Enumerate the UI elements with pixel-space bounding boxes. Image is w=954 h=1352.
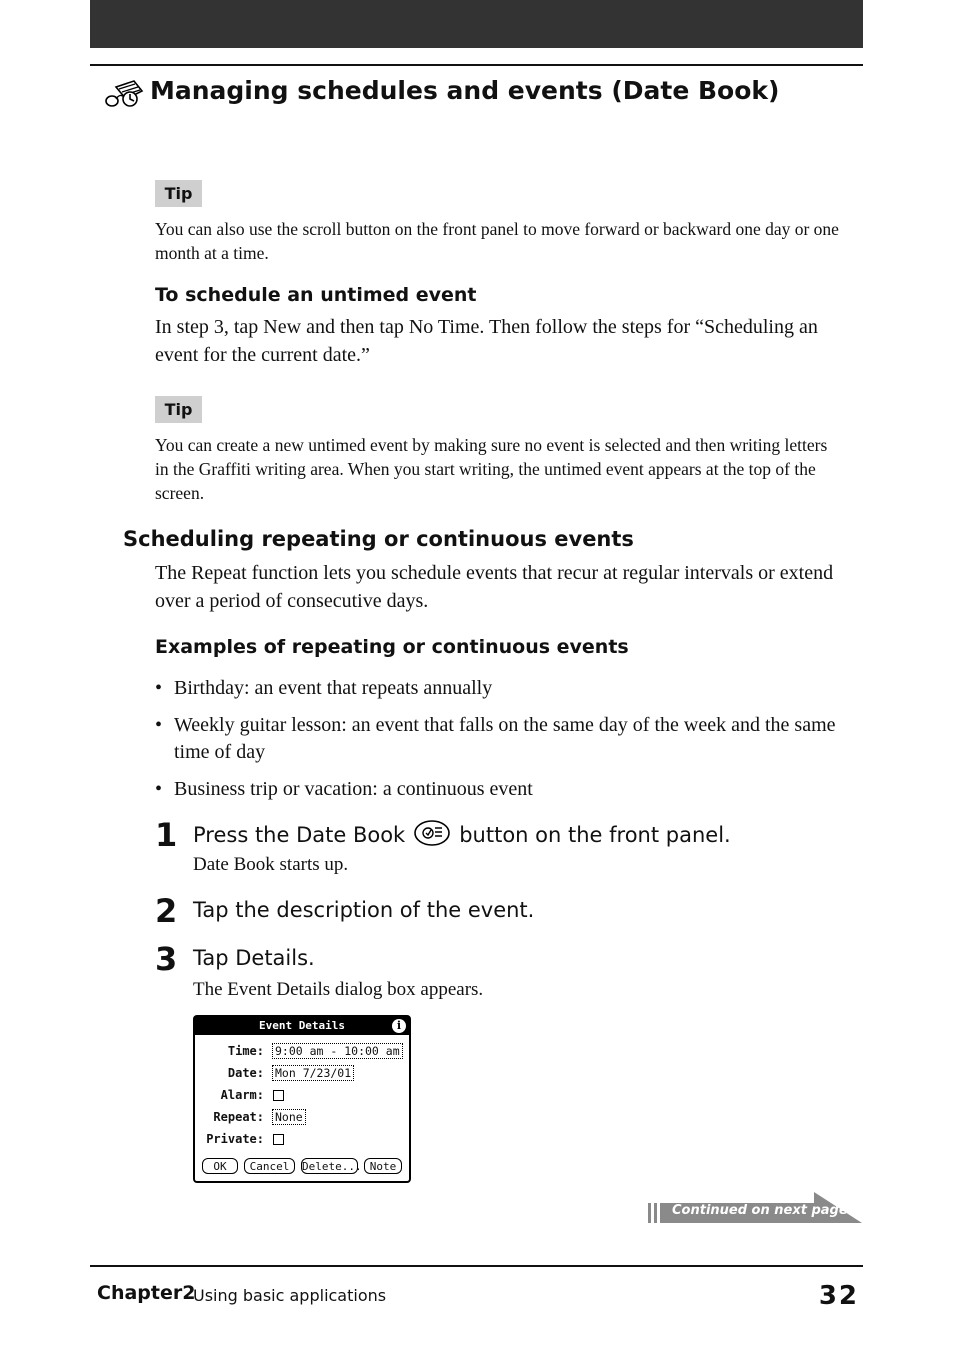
section-heading: Scheduling repeating or continuous events xyxy=(123,527,634,551)
tip-label: Tip xyxy=(155,180,202,207)
step-text: Tap Details. xyxy=(193,946,315,970)
page-number: 32 xyxy=(818,1281,859,1311)
untimed-event-text: In step 3, tap New and then tap No Time. Then follow the steps for “Scheduling an event for the current date.” xyxy=(155,316,818,366)
step-number: 3 xyxy=(155,940,178,978)
step-result: Date Book starts up. xyxy=(193,854,349,875)
bottom-divider xyxy=(90,1265,863,1267)
repeat-field[interactable]: None xyxy=(272,1109,306,1125)
list-item: • Birthday: an event that repeats annually xyxy=(155,677,493,699)
delete-button[interactable]: Delete... xyxy=(302,1160,362,1173)
top-banner xyxy=(90,0,863,48)
tip-text: You can create a new untimed event by making sure no event is selected and then writing letters in the Graffiti writing area. When you start writing, the untimed event appears at the top of the screen. xyxy=(155,435,828,503)
ok-button[interactable]: OK xyxy=(202,1158,238,1174)
step-text: Tap the description of the event. xyxy=(193,898,535,922)
event-details-dialog xyxy=(193,1015,411,1183)
cancel-button[interactable]: Cancel xyxy=(244,1158,295,1174)
chapter-label: Chapter2 xyxy=(97,1282,196,1304)
tip-label: Tip xyxy=(155,396,202,423)
continued-label: Continued on next page xyxy=(672,1203,848,1218)
step-number: 1 xyxy=(155,816,178,854)
step-text: Press the Date Book button on the front panel. xyxy=(193,822,731,850)
page-title: Managing schedules and events (Date Book) xyxy=(150,76,780,105)
info-icon[interactable]: i xyxy=(392,1019,406,1033)
alarm-checkbox[interactable] xyxy=(273,1090,284,1101)
step-result: The Event Details dialog box appears. xyxy=(193,979,484,1000)
list-item: • Business trip or vacation: a continuous event xyxy=(155,778,533,800)
chapter-subtitle: Using basic applications xyxy=(193,1286,387,1305)
private-checkbox[interactable] xyxy=(273,1134,284,1145)
date-book-app-icon xyxy=(104,77,144,109)
section-text: The Repeat function lets you schedule events that recur at regular intervals or extend over a period of consecutive days. xyxy=(155,562,834,612)
date-book-button-icon xyxy=(413,819,451,847)
examples-heading: Examples of repeating or continuous events xyxy=(155,636,629,658)
list-item: • Weekly guitar lesson: an event that falls on the same day of the week and the same time of day xyxy=(155,714,836,763)
private-label: Private: xyxy=(206,1132,264,1146)
note-button[interactable]: Note xyxy=(364,1158,402,1174)
step-number: 2 xyxy=(155,892,178,930)
dialog-title: Event Details i xyxy=(195,1017,409,1035)
repeat-label: Repeat: xyxy=(213,1110,264,1124)
date-label: Date: xyxy=(227,1066,264,1080)
time-field[interactable]: 9:00 am - 10:00 am xyxy=(272,1043,403,1059)
alarm-label: Alarm: xyxy=(220,1088,264,1102)
untimed-event-heading: To schedule an untimed event xyxy=(155,284,477,306)
top-divider xyxy=(90,64,863,66)
tip-text: You can also use the scroll button on the front panel to move forward or backward one day or one month at a time. xyxy=(155,219,839,263)
date-field[interactable]: Mon 7/23/01 xyxy=(272,1065,354,1081)
time-label: Time: xyxy=(227,1044,264,1058)
